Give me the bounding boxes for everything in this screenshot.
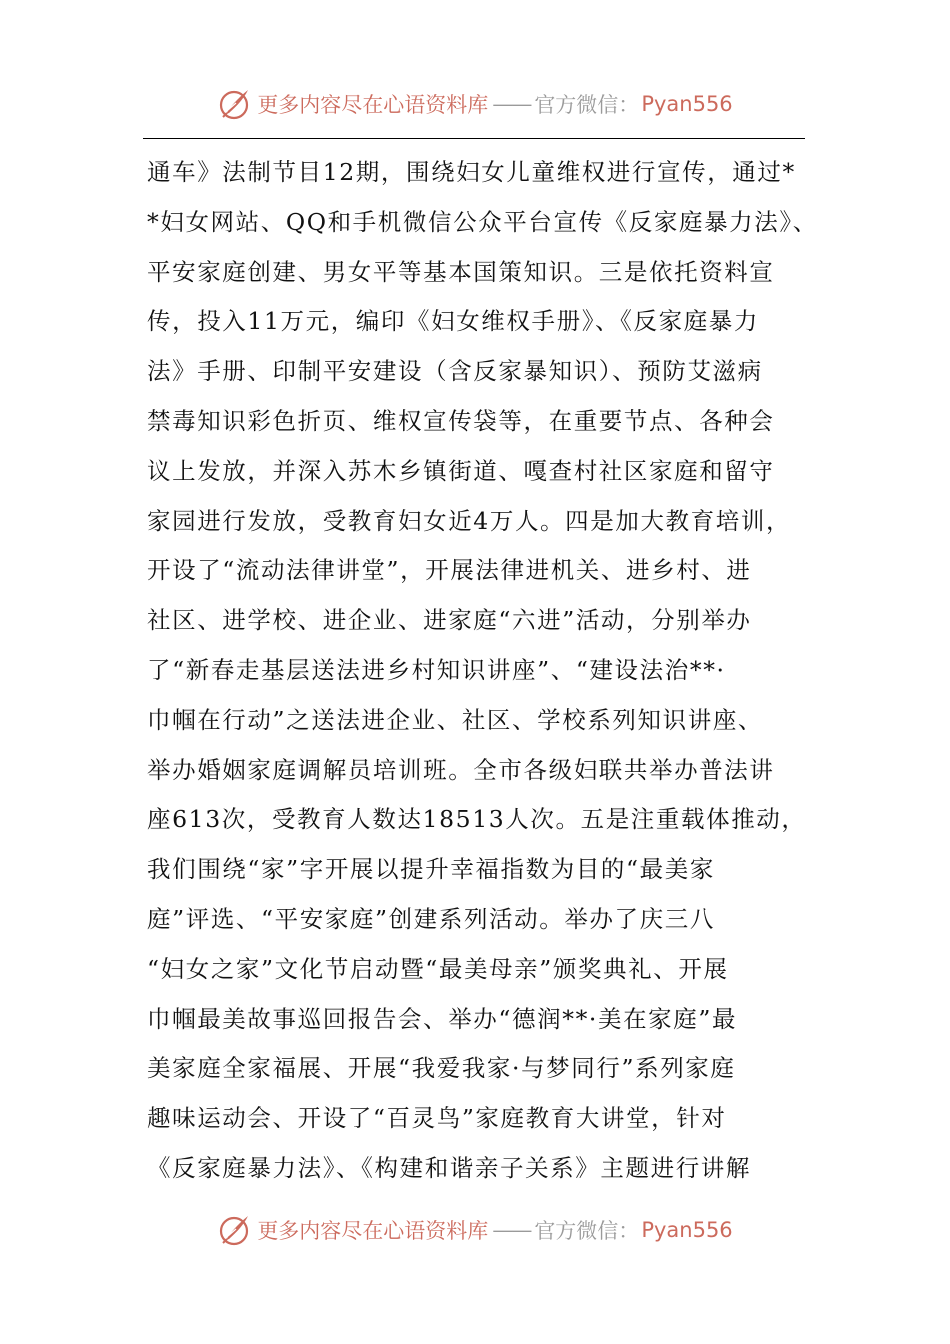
body-line: 趣味运动会、开设了“百灵鸟”家庭教育大讲堂，针对 — [147, 1104, 727, 1133]
watermark-label: 官方微信： — [534, 1219, 640, 1243]
header-divider — [143, 138, 805, 139]
watermark-label: 官方微信： — [534, 93, 640, 117]
header-watermark — [0, 82, 950, 126]
body-line: “妇女之家”文化节启动暨“最美母亲”颁奖典礼、开展 — [147, 954, 729, 983]
quill-pen-circle-icon — [217, 86, 253, 122]
watermark-title: 更多内容尽在心语资料库 — [257, 1219, 489, 1243]
quill-pen-circle-icon — [217, 1212, 253, 1248]
body-line: 开设了“流动法律讲堂”，开展法律进机关、进乡村、进 — [147, 556, 752, 585]
body-line: 社区、进学校、进企业、进家庭“六进”活动，分别举办 — [147, 606, 752, 635]
body-line: 法》手册、印制平安建设（含反家暴知识）、预防艾滋病 — [147, 357, 763, 386]
body-line: 庭”评选、“平安家庭”创建系列活动。举办了庆三八 — [147, 904, 715, 933]
body-line: 巾帼最美故事巡回报告会、举办“德润**·美在家庭”最 — [147, 1004, 738, 1033]
body-line: *妇女网站、QQ和手机微信公众平台宣传《反家庭暴力法》、 — [147, 207, 818, 236]
watermark-dash: —— — [492, 92, 531, 116]
body-line: 平安家庭创建、男女平等基本国策知识。三是依托资料宣 — [147, 257, 775, 286]
body-line: 《反家庭暴力法》、《构建和谐亲子关系》主题进行讲解 — [147, 1153, 751, 1182]
footer-watermark — [0, 1208, 950, 1252]
document-body — [147, 148, 827, 1194]
watermark-wechat-id: Pyan556 — [641, 92, 733, 116]
body-line: 巾帼在行动”之送法进企业、社区、学校系列知识讲座、 — [147, 705, 764, 734]
body-line: 传，投入11万元，编印《妇女维权手册》、《反家庭暴力 — [147, 307, 760, 336]
body-line: 禁毒知识彩色折页、维权宣传袋等，在重要节点、各种会 — [147, 406, 775, 435]
body-line: 座613次，受教育人数达18513人次。五是注重载体推动， — [147, 805, 807, 834]
watermark-wechat-id: Pyan556 — [641, 1218, 733, 1242]
watermark-dash: —— — [492, 1218, 531, 1242]
body-line: 家园进行发放，受教育妇女近4万人。四是加大教育培训， — [147, 506, 792, 535]
body-line: 通车》法制节目12期，围绕妇女儿童维权进行宣传，通过* — [147, 158, 796, 186]
body-line: 了“新春走基层送法进乡村知识讲座”、“建设法治**· — [147, 655, 726, 684]
body-line: 议上发放，并深入苏木乡镇街道、嘎查村社区家庭和留守 — [147, 456, 775, 485]
body-line: 美家庭全家福展、开展“我爱我家·与梦同行”系列家庭 — [147, 1054, 736, 1083]
body-line: 我们围绕“家”字开展以提升幸福指数为目的“最美家 — [147, 855, 715, 884]
body-line: 举办婚姻家庭调解员培训班。全市各级妇联共举办普法讲 — [147, 755, 775, 784]
watermark-title: 更多内容尽在心语资料库 — [257, 93, 489, 117]
